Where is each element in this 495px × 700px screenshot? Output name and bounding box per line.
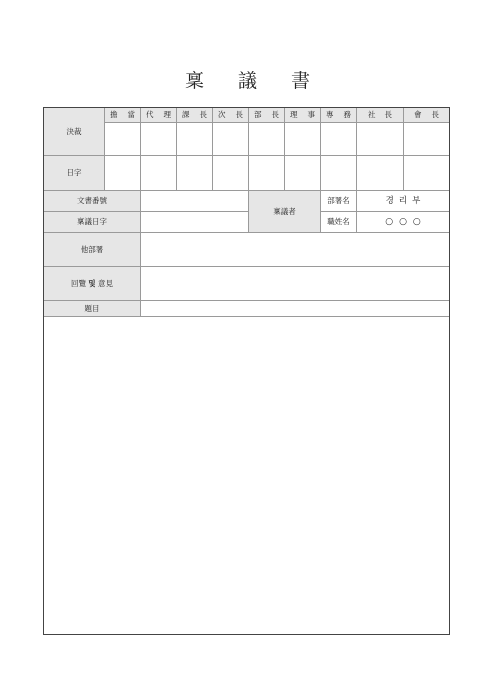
position-name-label: 職姓名: [321, 212, 357, 233]
signature-cell[interactable]: [357, 123, 404, 156]
draft-date-label: 稟議日字: [44, 212, 141, 233]
signature-cell[interactable]: [404, 123, 449, 156]
position-header-damdang: 擔 當: [105, 108, 141, 123]
position-header-gwajang: 課 長: [177, 108, 213, 123]
body-content-area[interactable]: [44, 317, 449, 634]
page-title: 稟 議 書: [184, 70, 325, 92]
date-cell[interactable]: [357, 156, 404, 191]
doc-number-field[interactable]: [141, 191, 249, 212]
position-header-bujang: 部 長: [249, 108, 285, 123]
position-header-jeonmu: 專 務: [321, 108, 357, 123]
dept-name-value[interactable]: 경리부: [357, 191, 449, 212]
signature-cell[interactable]: [285, 123, 321, 156]
position-name-value[interactable]: ○○○: [357, 212, 449, 233]
dept-name-label: 部署名: [321, 191, 357, 212]
date-cell[interactable]: [249, 156, 285, 191]
signature-cell[interactable]: [249, 123, 285, 156]
draft-date-field[interactable]: [141, 212, 249, 233]
subject-label: 題目: [44, 301, 141, 317]
date-label: 日字: [44, 156, 105, 191]
position-header-daeri: 代 理: [141, 108, 177, 123]
date-cell[interactable]: [321, 156, 357, 191]
signature-cell[interactable]: [321, 123, 357, 156]
doc-number-label: 文書番號: [44, 191, 141, 212]
approval-form: [43, 107, 450, 635]
signature-cell[interactable]: [105, 123, 141, 156]
signature-cell[interactable]: [141, 123, 177, 156]
drafter-label: 稟議者: [249, 191, 321, 233]
review-opinion-field[interactable]: [141, 267, 449, 301]
date-cell[interactable]: [177, 156, 213, 191]
position-header-sajang: 社 長: [357, 108, 404, 123]
signature-cell[interactable]: [177, 123, 213, 156]
position-header-chajang: 次 長: [213, 108, 249, 123]
review-opinion-label: 回覽 및 意見: [44, 267, 141, 301]
date-cell[interactable]: [404, 156, 449, 191]
approval-label: 決裁: [44, 108, 105, 156]
other-dept-label: 他部署: [44, 233, 141, 267]
signature-cell[interactable]: [213, 123, 249, 156]
subject-field[interactable]: [141, 301, 449, 317]
date-cell[interactable]: [141, 156, 177, 191]
position-header-isa: 理 事: [285, 108, 321, 123]
date-cell[interactable]: [105, 156, 141, 191]
date-cell[interactable]: [213, 156, 249, 191]
position-header-hoejang: 會 長: [404, 108, 449, 123]
other-dept-field[interactable]: [141, 233, 449, 267]
date-cell[interactable]: [285, 156, 321, 191]
